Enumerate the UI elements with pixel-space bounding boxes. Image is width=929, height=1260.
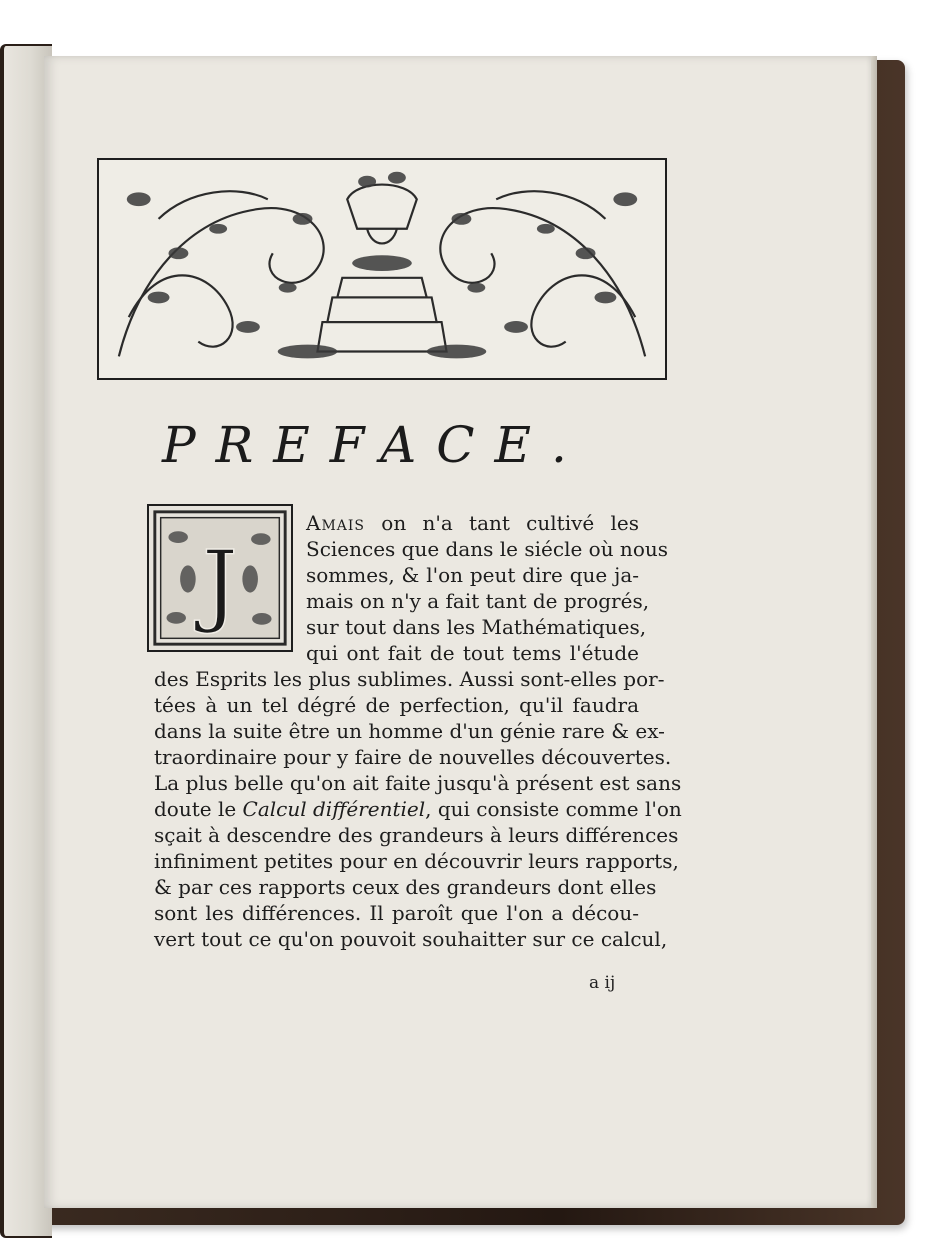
text-line: & par ces rapports ceux des grandeurs dont elles bbox=[154, 875, 657, 899]
italic-term: Calcul différentiel bbox=[242, 797, 426, 821]
decorated-initial bbox=[147, 504, 293, 652]
text-line: dans la suite être un homme d'un génie rare & ex- bbox=[154, 719, 665, 743]
open-book bbox=[0, 38, 905, 1228]
text-line: doute le Calcul différentiel, qui consiste comme l'on bbox=[154, 797, 682, 821]
text-line: infiniment petites pour en découvrir leurs rapports, bbox=[154, 849, 679, 873]
text-line: sont les différences. Il paroît que l'on a décou- bbox=[154, 901, 639, 925]
text-line: traordinaire pour y faire de nouvelles découvertes. bbox=[154, 745, 672, 769]
text-line: Sciences que dans le siécle où nous bbox=[306, 537, 669, 561]
text-line: sur tout dans les Mathématiques, bbox=[306, 615, 647, 639]
text-line: La plus belle qu'on ait faite jusqu'à présent est sans bbox=[154, 771, 682, 795]
page-title: PREFACE. bbox=[162, 416, 587, 474]
signature-mark: a ij bbox=[589, 973, 616, 993]
text-line: Amais on n'a tant cultivé les bbox=[306, 511, 639, 535]
text-line: des Esprits les plus sublimes. Aussi sont-elles por- bbox=[154, 667, 665, 691]
text-line: vert tout ce qu'on pouvoit souhaitter sur ce calcul, bbox=[154, 927, 668, 951]
text-line: sommes, & l'on peut dire que ja- bbox=[306, 563, 639, 587]
book-page bbox=[44, 56, 871, 1208]
text-line: tées à un tel dégré de perfection, qu'il faudra bbox=[154, 693, 639, 717]
floral-headpiece-ornament bbox=[97, 158, 667, 380]
text-line: sçait à descendre des grandeurs à leurs différences bbox=[154, 823, 679, 847]
text-line: mais on n'y a fait tant de progrés, bbox=[306, 589, 650, 613]
text-line: qui ont fait de tout tems l'étude bbox=[306, 641, 639, 665]
dropcap-letter: J bbox=[202, 532, 238, 637]
